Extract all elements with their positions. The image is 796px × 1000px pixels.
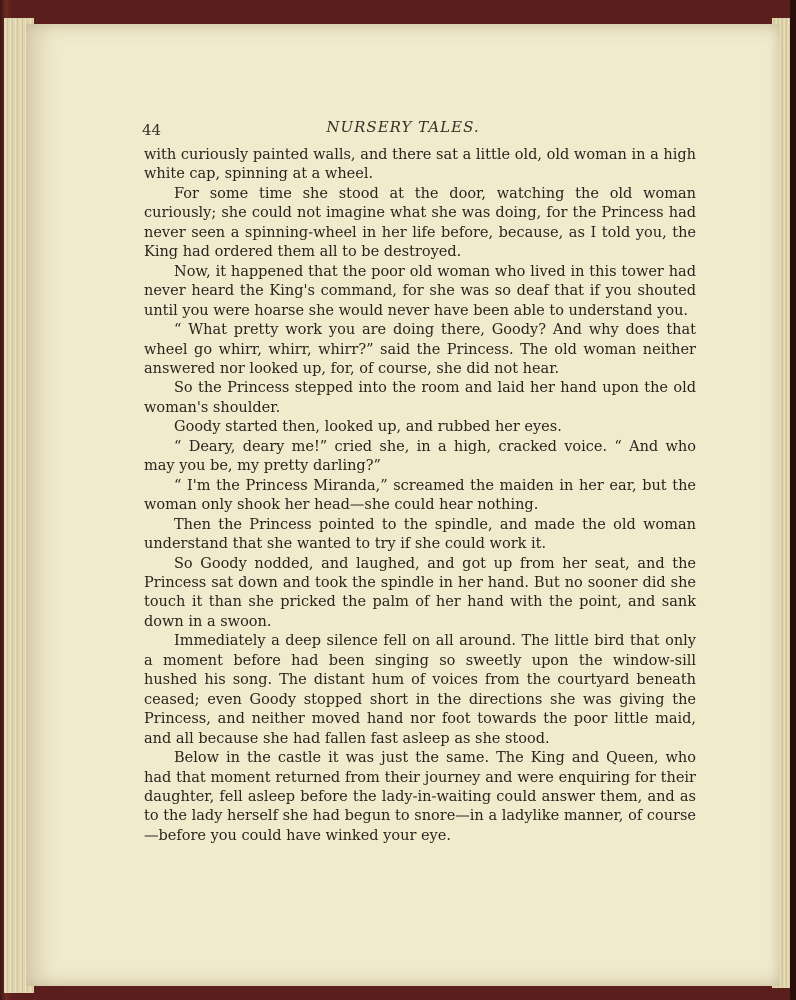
paragraph-2: For some time she stood at the door, watching the old woman curiously; she could not imagine what she was doing, for the Princess had never seen a spinning-wheel in her life before, because, as I told you, the King had ordered them all to be destroyed. (144, 185, 696, 261)
paragraph-5: So the Princess stepped into the room and laid her hand upon the old woman's shoulder. (144, 380, 696, 416)
text-body (144, 146, 696, 846)
page-number: 44 (142, 121, 162, 139)
paragraph-10: So Goody nodded, and laughed, and got up from her seat, and the Princess sat down and took the spindle in her hand. But no sooner did she touch it than she pricked the palm of her hand with the point, and sank down in a swoon. (144, 555, 696, 630)
paragraph-7: “ Deary, deary me!” cried she, in a high, cracked voice. “ And who may you be, my pretty darling?” (144, 438, 696, 475)
running-title: NURSERY TALES. (326, 118, 480, 136)
cover-edge (790, 0, 796, 1000)
paragraph-9: Then the Princess pointed to the spindle, and made the old woman understand that she wanted to try if she could work it. (144, 516, 696, 553)
book-page (26, 24, 780, 986)
paragraph-1: with curiously painted walls, and there sat a little old, old woman in a high white cap, spinning at a wheel. (144, 147, 696, 183)
paragraph-4: “ What pretty work you are doing there, Goody? And why does that wheel go whirr, whirr, whirr?” said the Princess. The old woman neither answered nor looked up, for, of course, she did not hear. (144, 322, 696, 377)
paragraph-3: Now, it happened that the poor old woman who lived in this tower had never heard the King's command, for she was so deaf that if you shouted until you were hoarse she would never have been able to understand you. (144, 263, 696, 319)
paragraph-11: Immediately a deep silence fell on all around. The little bird that only a moment before had been singing so sweetly upon the window-sill hushed his song. The distant hum of voices from the courtyard beneath ceased; even Goody stopped short in the directions she was giving the Princess, and neither moved hand nor foot towards the poor little maid, and all because she had fallen fast asleep as she stood. (144, 633, 696, 747)
paragraph-6: Goody started then, looked up, and rubbed her eyes. (174, 419, 562, 436)
paragraph-12: Below in the castle it was just the same. The King and Queen, who had that moment returned from their journey and were enquiring for their daughter, fell asleep before the lady-in-waiting could answer them, and as to the lady herself she had begun to snore—in a ladylike manner, of course—before you could have winked your eye. (144, 750, 696, 844)
paragraph-8: “ I'm the Princess Miranda,” screamed the maiden in her ear, but the woman only shook her head—she could hear nothing. (144, 477, 696, 514)
running-head (26, 116, 780, 140)
